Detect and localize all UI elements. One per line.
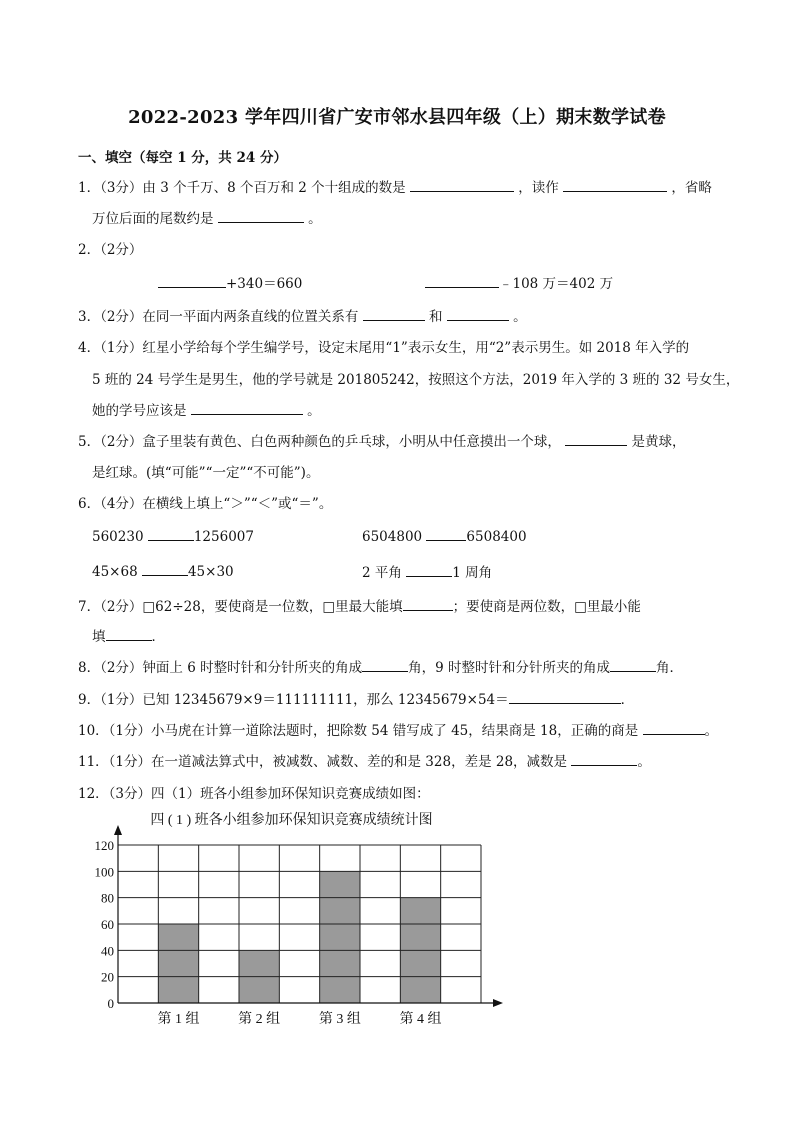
question-8 bbox=[78, 656, 683, 676]
question-11-text-a: 11．（1分）在一道减法算式中，被减数、减数、差的和是 328，差是 28，减数是 bbox=[78, 754, 568, 770]
question-11 bbox=[78, 750, 651, 770]
question-9 bbox=[78, 688, 634, 708]
question-12: 12．（3分）四（1）班各小组参加环保知识竞赛成绩如图： bbox=[78, 786, 430, 802]
question-9-text-a: 9．（1分）已知 12345679×9＝111111111，那么 12345679×54＝ bbox=[78, 692, 509, 708]
question-3-text-a: 3．（2分）在同一平面内两条直线的位置关系有 bbox=[78, 309, 359, 325]
question-6-item-1 bbox=[92, 526, 254, 545]
question-4-blank[interactable] bbox=[191, 400, 303, 415]
question-5-blank-1[interactable] bbox=[565, 431, 627, 446]
question-4-line-1: 4．（1分）红星小学给每个学生编学号，设定末尾用“1”表示女生，用“2”表示男生。如 2018 年入学的 bbox=[78, 340, 690, 356]
question-6-item-3-right: 45×30 bbox=[187, 564, 234, 580]
question-6-item-1-left: 560230 bbox=[92, 529, 144, 545]
y-tick-label-40: 40 bbox=[101, 943, 114, 959]
question-11-text-b: 。 bbox=[637, 754, 651, 770]
question-10-blank[interactable] bbox=[643, 720, 705, 735]
question-6-blank-3[interactable] bbox=[142, 561, 188, 576]
question-1-line-2 bbox=[92, 207, 322, 227]
question-3 bbox=[78, 305, 527, 325]
question-6-blank-2[interactable] bbox=[426, 526, 466, 541]
question-6-item-3-left: 45×68 bbox=[92, 564, 138, 580]
question-7-line-2 bbox=[92, 625, 165, 645]
question-1-blank-3[interactable] bbox=[218, 208, 304, 223]
question-6-item-1-right: 1256007 bbox=[193, 529, 254, 545]
question-7-blank-1[interactable] bbox=[403, 596, 453, 611]
question-7-blank-2[interactable] bbox=[106, 626, 152, 641]
y-tick-label-80: 80 bbox=[101, 890, 114, 906]
x-tick-label-1: 第 1 组 bbox=[157, 1012, 200, 1027]
question-8-text-a: 8．（2分）钟面上 6 时整时针和分针所夹的角成 bbox=[78, 660, 363, 676]
question-3-text-c: 。 bbox=[513, 309, 527, 325]
question-1-text-b: ，读作 bbox=[518, 180, 559, 196]
question-2-right-text: ﹣108 万＝402 万 bbox=[499, 276, 614, 292]
question-5-line-2: 是红球。(填“可能”“一定”“不可能”)。 bbox=[92, 465, 320, 481]
question-10-text-a: 10．（1分）小马虎在计算一道除法题时，把除数 54 错写成了 45，结果商是 18，正确的商是 bbox=[78, 723, 639, 739]
question-1-line-1 bbox=[78, 176, 712, 196]
question-2-blank-2[interactable] bbox=[425, 273, 499, 288]
question-7-text-d: ． bbox=[151, 629, 165, 645]
question-3-blank-1[interactable] bbox=[363, 306, 425, 321]
question-6-blank-4[interactable] bbox=[406, 562, 452, 577]
question-10 bbox=[78, 719, 718, 739]
question-10-text-b: 。 bbox=[704, 723, 719, 739]
question-5-line-1 bbox=[78, 430, 686, 450]
y-tick-label-60: 60 bbox=[101, 917, 114, 932]
question-2-blank-1[interactable] bbox=[158, 273, 226, 288]
question-6-item-4 bbox=[362, 561, 492, 581]
y-axis-arrow bbox=[114, 825, 122, 835]
question-3-blank-2[interactable] bbox=[447, 306, 509, 321]
question-8-blank-2[interactable] bbox=[610, 657, 656, 672]
chart-title: 四 ( 1 ) 班各小组参加环保知识竞赛成绩统计图 bbox=[150, 813, 433, 828]
bar-3 bbox=[320, 871, 360, 1003]
question-4-text-a: 她的学号应该是 bbox=[92, 403, 187, 419]
question-1-blank-2[interactable] bbox=[563, 177, 667, 192]
question-2-head: 2．（2分） bbox=[78, 242, 143, 258]
question-7-text-a: 7．（2分）□62÷28，要使商是一位数，□里最大能填 bbox=[78, 599, 403, 615]
y-tick-label-120: 120 bbox=[94, 838, 114, 853]
question-6-item-2-left: 6504800 bbox=[362, 529, 423, 545]
question-6-item-4-left: 2 平角 bbox=[362, 565, 402, 581]
question-7-text-b: ；要使商是两位数，□里最小能 bbox=[452, 599, 641, 615]
question-2-right bbox=[425, 272, 613, 292]
question-6-item-2-right: 6508400 bbox=[466, 529, 527, 545]
question-6-blank-1[interactable] bbox=[148, 526, 194, 541]
bar-chart bbox=[80, 808, 510, 1048]
question-8-text-c: 角． bbox=[656, 660, 683, 676]
x-axis-arrow bbox=[493, 999, 503, 1007]
question-9-blank[interactable] bbox=[509, 689, 621, 704]
bar-1 bbox=[158, 924, 198, 1003]
question-1-text-c: ，省略 bbox=[671, 180, 712, 196]
chart-root bbox=[95, 811, 504, 1027]
question-9-text-b: ． bbox=[620, 692, 635, 708]
question-11-blank[interactable] bbox=[571, 751, 637, 766]
question-5-text-a: 5．（2分）盒子里装有黄色、白色两种颜色的乒乓球，小明从中任意摸出一个球， bbox=[78, 434, 561, 450]
question-5-text-b: 是黄球， bbox=[631, 434, 686, 450]
y-tick-label-20: 20 bbox=[101, 969, 114, 985]
question-6-head: 6．（4分）在横线上填上“＞”“＜”或“＝”。 bbox=[78, 496, 333, 512]
question-6-item-4-right: 1 周角 bbox=[452, 565, 493, 581]
question-1-text-e: 。 bbox=[308, 211, 322, 227]
x-tick-label-4: 第 4 组 bbox=[399, 1012, 442, 1027]
question-4-text-b: 。 bbox=[307, 403, 321, 419]
question-3-text-b: 和 bbox=[429, 309, 443, 325]
section-heading-fill-in: 一、填空（每空 1 分，共 24 分） bbox=[78, 150, 287, 166]
question-4-line-2: 5 班的 24 号学生是男生，他的学号就是 201805242，按照这个方法，2019 年入学的 3 班的 32 号女生， bbox=[92, 372, 740, 388]
question-7-line-1 bbox=[78, 595, 641, 615]
x-tick-label-3: 第 3 组 bbox=[318, 1012, 361, 1027]
x-tick-label-2: 第 2 组 bbox=[238, 1012, 281, 1027]
question-8-blank-1[interactable] bbox=[362, 657, 408, 672]
question-2-left bbox=[158, 272, 302, 292]
y-tick-label-0: 0 bbox=[107, 996, 114, 1011]
question-1-text-d: 万位后面的尾数约是 bbox=[92, 211, 214, 227]
question-1-blank-1[interactable] bbox=[410, 177, 514, 192]
question-6-item-3 bbox=[92, 561, 234, 580]
y-tick-label-100: 100 bbox=[94, 864, 114, 880]
question-8-text-b: 角，9 时整时针和分针所夹的角成 bbox=[408, 660, 610, 676]
question-1-text-a: 1．（3分）由 3 个千万、8 个百万和 2 个十组成的数是 bbox=[78, 180, 406, 196]
page-title: 2022-2023 学年四川省广安市邻水县四年级（上）期末数学试卷 bbox=[128, 107, 666, 128]
question-7-text-c: 填 bbox=[92, 629, 106, 645]
question-2-left-text: +340＝660 bbox=[226, 276, 303, 292]
question-6-item-2 bbox=[362, 526, 527, 545]
question-4-line-3 bbox=[92, 399, 321, 419]
